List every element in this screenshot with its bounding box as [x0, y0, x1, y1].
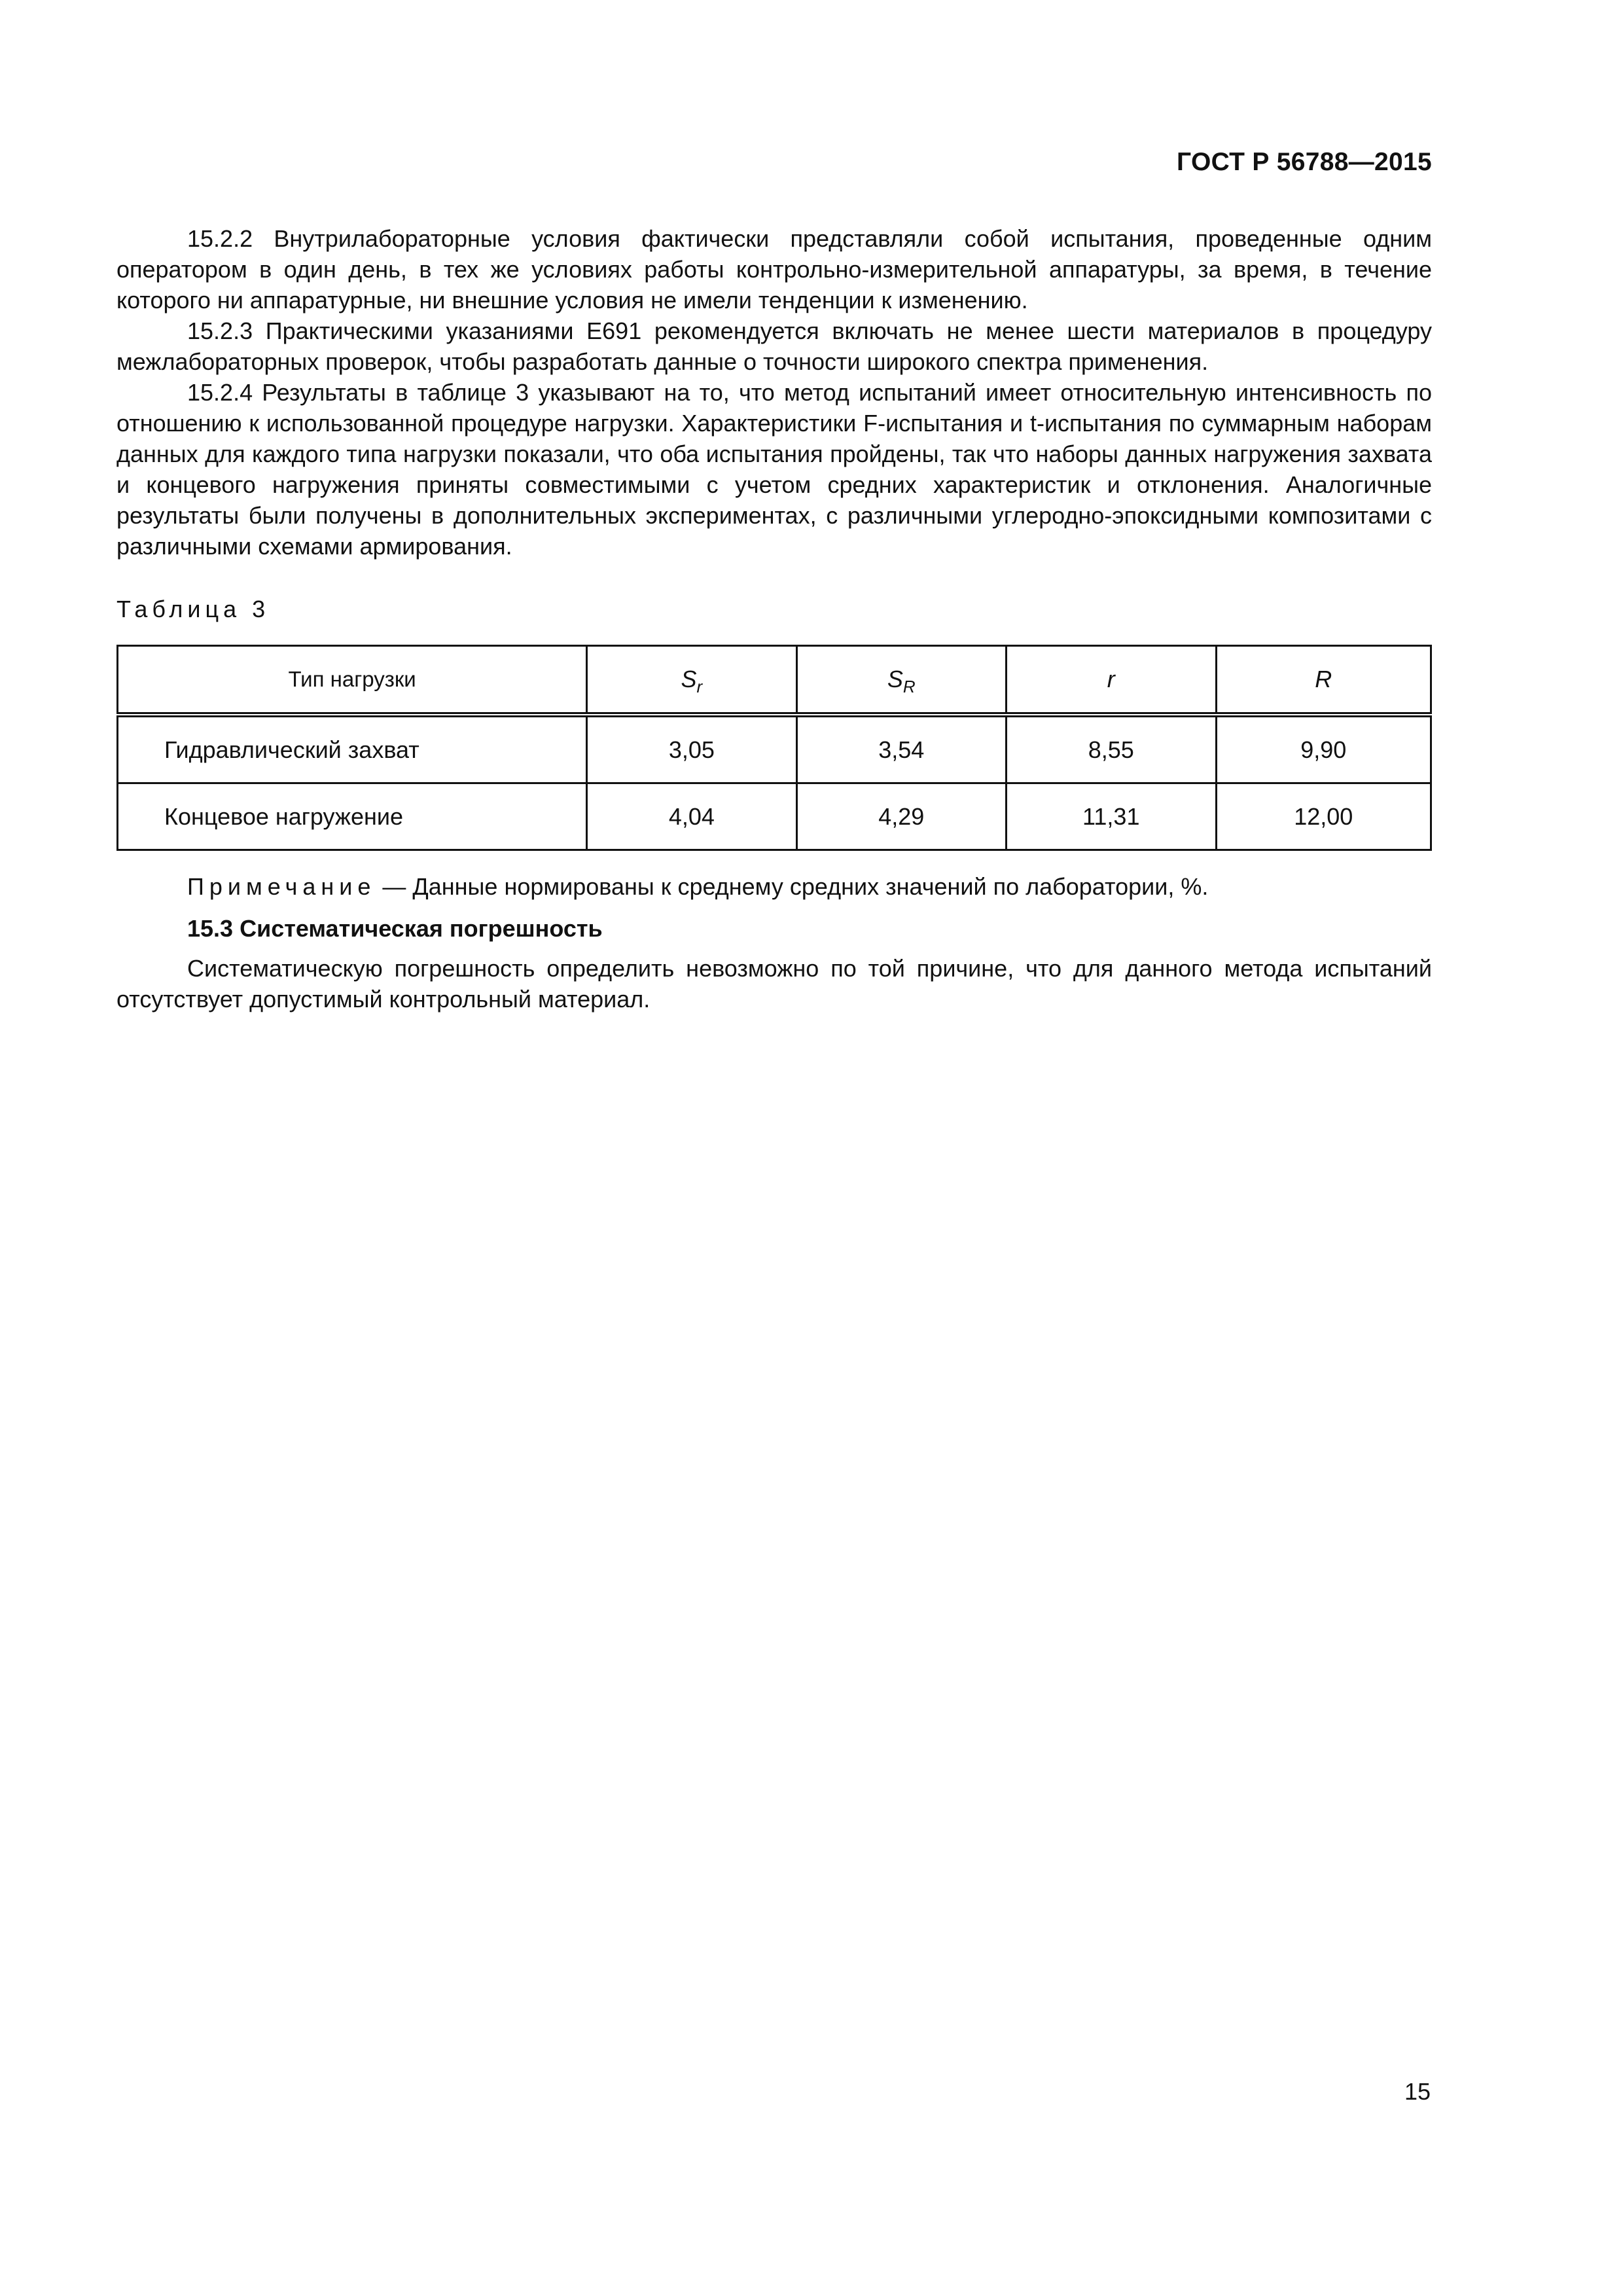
cell-sr: 4,04 — [587, 783, 796, 850]
paragraph-15-2-4: 15.2.4 Результаты в таблице 3 указывают на то, что метод испытаний имеет относительную интенсивность по отношению к использованной процедуре нагрузки. Характеристики F-испытания и t-испытания по суммарным наборам данных для каждого типа нагрузки показали, что оба испытания пройдены, так что наборы данных нагружения захвата и концевого нагружения приняты совместимыми с учетом средних характеристик и отклонения. Аналогичные результаты были получены в дополнительных экспериментах, с различными углеродно-эпоксидными композитами с различными схемами армирования. — [116, 379, 1432, 560]
section-heading: 15.3 Систематическая погрешность — [187, 915, 603, 942]
table-title: Таблица 3 — [116, 596, 270, 622]
row-load-type: Концевое нагружение — [118, 783, 587, 850]
header-r: r — [1007, 646, 1216, 715]
cell-sR: 4,29 — [796, 783, 1006, 850]
paragraph-15-2-2: 15.2.2 Внутрилабораторные условия фактически представляли собой испытания, проведенные одним оператором в один день, в тех же условиях работы контрольно-измерительной аппаратуры, за время, в течение которого ни аппаратурные, ни внешние условия не имели тенденции к изменению. — [116, 225, 1432, 314]
header-sR-base: S — [887, 666, 903, 692]
header-load-type: Тип нагрузки — [118, 646, 587, 715]
cell-r: 8,55 — [1007, 715, 1216, 783]
cell-R: 9,90 — [1216, 715, 1431, 783]
table-row — [118, 783, 1431, 850]
note-label: Примечание — [187, 873, 376, 900]
paragraph-15-2-3: 15.2.3 Практическими указаниями E691 рекомендуется включать не менее шести материалов в процедуру межлабораторных проверок, чтобы разработать данные о точности широкого спектра применения. — [116, 317, 1432, 375]
table-header-row — [118, 646, 1431, 715]
header-sR-sub: R — [902, 677, 916, 696]
table-row — [118, 715, 1431, 783]
header-R: R — [1216, 646, 1431, 715]
row-load-type: Гидравлический захват — [118, 715, 587, 783]
precision-table — [116, 645, 1432, 851]
cell-sR: 3,54 — [796, 715, 1006, 783]
page-number: 15 — [1404, 2078, 1431, 2105]
header-sr — [587, 646, 796, 715]
note-text: — Данные нормированы к среднему средних значений по лаборатории, %. — [376, 873, 1209, 900]
section-paragraph: Систематическую погрешность определить невозможно по той причине, что для данного метода испытаний отсутствует допустимый контрольный материал. — [116, 955, 1432, 1013]
body-text — [116, 223, 1432, 562]
header-sr-sub: r — [696, 677, 703, 696]
cell-r: 11,31 — [1007, 783, 1216, 850]
document-id-header: ГОСТ Р 56788—2015 — [1177, 148, 1432, 176]
section-text — [116, 953, 1432, 1014]
header-sr-base: S — [681, 666, 697, 692]
table-note — [187, 873, 1208, 901]
header-sR — [796, 646, 1006, 715]
cell-R: 12,00 — [1216, 783, 1431, 850]
cell-sr: 3,05 — [587, 715, 796, 783]
